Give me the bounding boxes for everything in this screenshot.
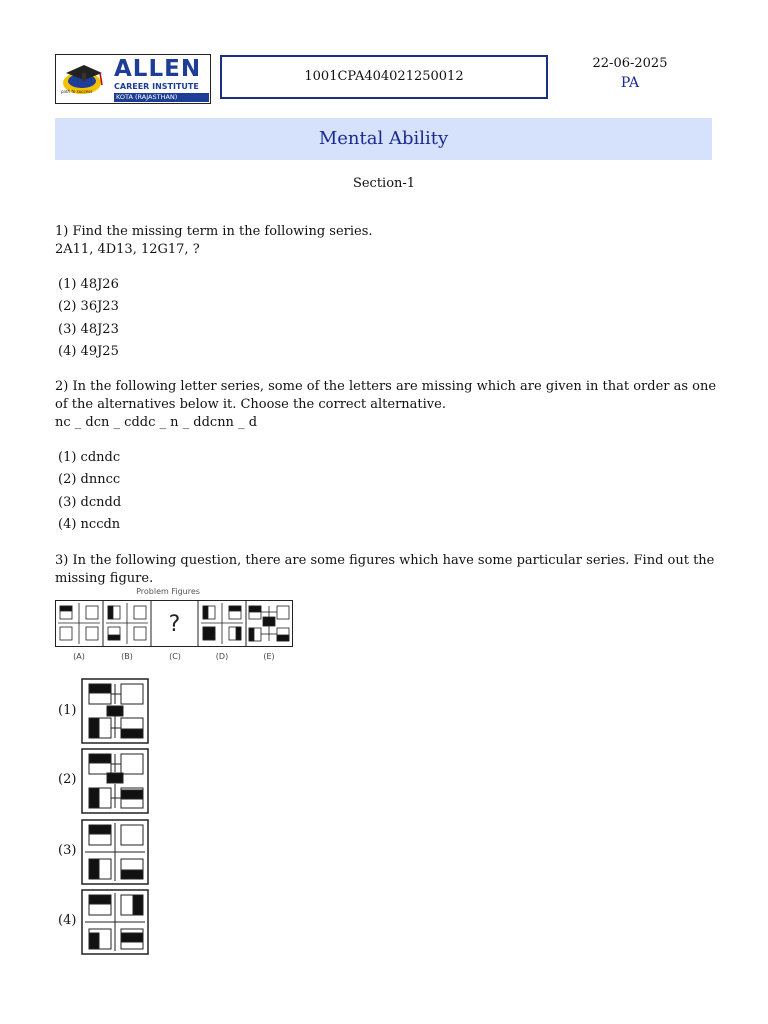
missing-figure-mark: ? <box>168 612 181 637</box>
subject-banner: Mental Ability <box>55 118 712 160</box>
figure-b <box>106 603 148 644</box>
figure-label-b: (B) <box>121 652 133 661</box>
option-3[interactable]: (3) dcndd <box>58 495 122 510</box>
option-figure <box>81 889 149 955</box>
option-2[interactable]: (2) dnncc <box>58 472 121 487</box>
option-label: (1) <box>58 703 77 718</box>
page-header <box>55 54 715 104</box>
figure-d <box>201 603 243 644</box>
allen-logo <box>55 54 211 104</box>
option-4[interactable]: (4) 49J25 <box>58 344 119 359</box>
figure-label-d: (D) <box>215 652 229 661</box>
question-series: nc _ dcn _ cddc _ n _ ddcnn _ d <box>55 415 258 430</box>
figure-e <box>249 606 289 641</box>
option-label: (2) <box>58 772 77 787</box>
exam-date: 22-06-2025 <box>592 56 668 71</box>
question-1 <box>55 223 720 259</box>
question-text: 3) In the following question, there are some figures which have some particular series. Find out the missing figure. <box>55 553 715 586</box>
figure-caption: Problem Figures <box>136 587 200 596</box>
question-series: 2A11, 4D13, 12G17, ? <box>55 242 200 257</box>
option-3[interactable]: (3) 48J23 <box>58 322 119 337</box>
option-label: (4) <box>58 913 77 928</box>
paper-tag: PA <box>620 75 640 91</box>
question-text: 2) In the following letter series, some of the letters are missing which are given in that order as one of the alternatives below it. Choose the correct alternative. <box>55 379 717 412</box>
problem-figures <box>55 586 295 662</box>
option-label: (3) <box>58 843 77 858</box>
option-2[interactable]: (2) 36J23 <box>58 299 119 314</box>
figure-a <box>58 603 100 644</box>
option-4[interactable]: (4) nccdn <box>58 517 121 532</box>
option-figure <box>81 678 149 744</box>
figure-label-a: (A) <box>73 652 85 661</box>
option-1[interactable]: (1) cdndc <box>58 450 121 465</box>
question-3 <box>55 552 720 588</box>
figure-label-e: (E) <box>263 652 275 661</box>
logo-tagline: path to success <box>61 89 93 94</box>
option-figure <box>81 748 149 814</box>
section-label: Section-1 <box>352 176 416 191</box>
logo-city: KOTA (RAJASTHAN) <box>114 93 209 102</box>
paper-code: 1001CPA404021250012 <box>220 55 548 99</box>
option-1[interactable]: (1) 48J26 <box>58 277 119 292</box>
figure-label-c: (C) <box>169 652 181 661</box>
question-2 <box>55 378 720 432</box>
logo-subtitle: CAREER INSTITUTE <box>114 82 199 91</box>
logo-brand: ALLEN <box>114 56 202 82</box>
question-text: 1) Find the missing term in the following series. <box>55 224 373 239</box>
option-figure <box>81 819 149 885</box>
